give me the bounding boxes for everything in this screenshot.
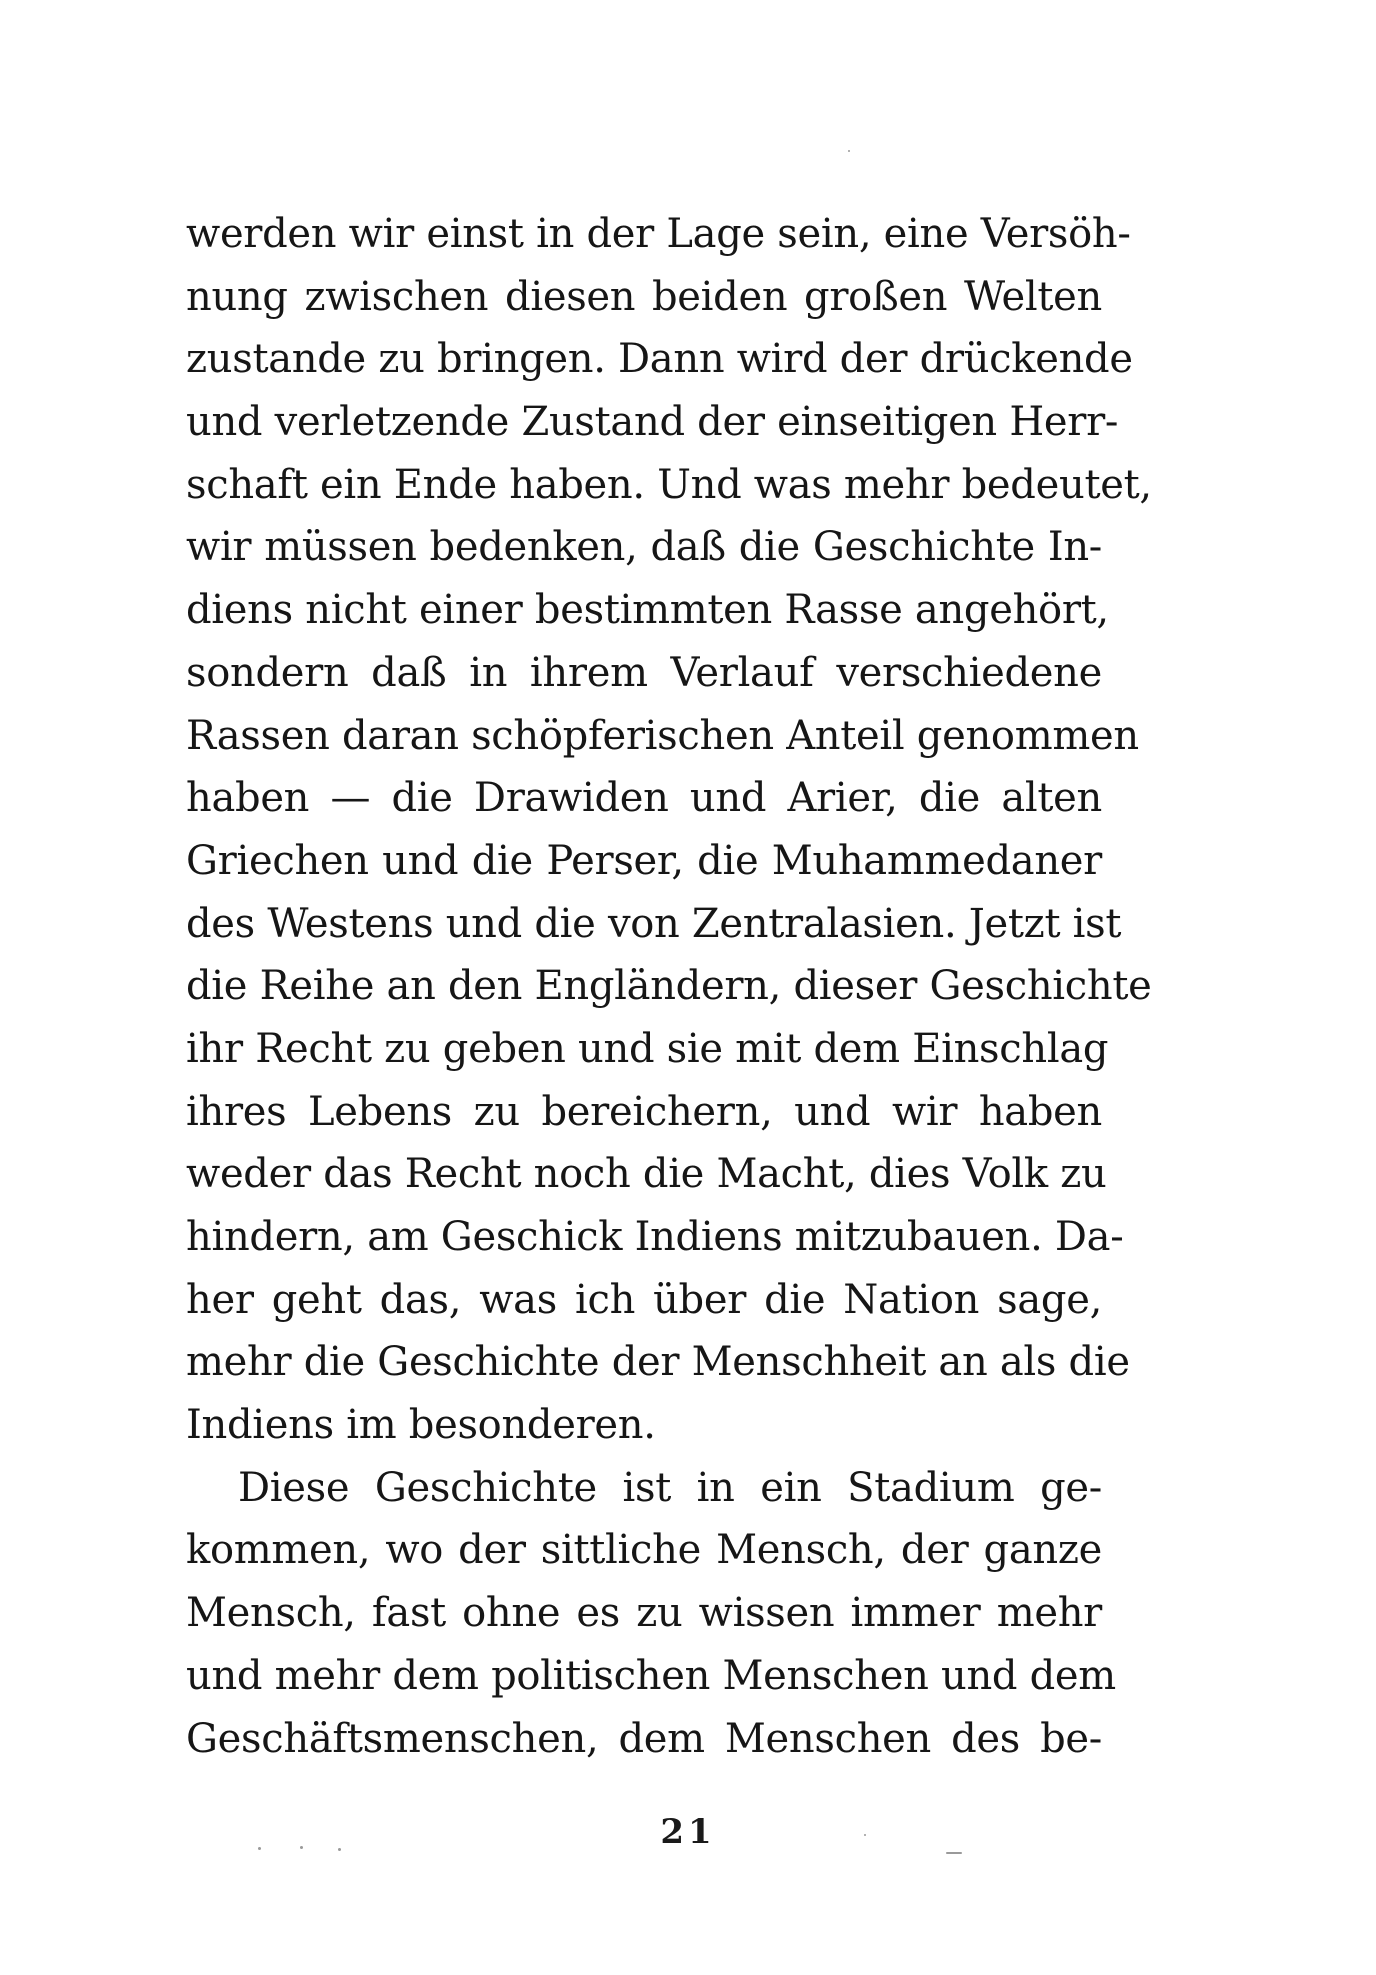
text-line: hindern, am Geschick Indiens mitzubauen. Da- [186,1214,1124,1260]
text-line: des Westens und die von Zentralasien. Jetzt ist [186,900,1122,947]
text-line: schaft ein Ende haben. Und was mehr bedeutet, [186,461,1152,508]
text-line: ihr Recht zu geben und sie mit dem Einschlag [186,1025,1109,1072]
body-text [186,203,1152,1770]
text-line: Griechen und die Perser, die Muhammedaner [186,837,1102,884]
text-line: Rassen daran schöpferischen Anteil genommen [186,712,1139,759]
text-line: diens nicht einer bestimmten Rasse angehört, [186,587,1109,634]
scan-speck [338,1848,341,1851]
text-line: Indiens im besonderen. [186,1402,656,1449]
paragraph [186,203,1152,1457]
text-line: sondern daß in ihrem Verlauf verschiedene [186,649,1102,696]
text-line: und verletzende Zustand der einseitigen Herr- [186,399,1119,446]
text-line: zustande zu bringen. Dann wird der drückende [186,336,1133,383]
page-number: 21 [660,1812,716,1852]
text-line: mehr die Geschichte der Menschheit an als die [186,1339,1130,1386]
text-line: kommen, wo der sittliche Mensch, der ganze [186,1527,1102,1574]
text-line: her geht das, was ich über die Nation sage, [186,1276,1102,1323]
text-line: die Reihe an den Engländern, dieser Geschichte [186,963,1152,1010]
scan-speck [300,1846,303,1849]
text-line: Geschäftsmenschen, dem Menschen des be- [186,1715,1102,1762]
text-line: haben — die Drawiden und Arier, die alten [186,775,1102,822]
paragraph [186,1457,1116,1770]
text-line: und mehr dem politischen Menschen und dem [186,1652,1116,1699]
scan-speck [946,1852,962,1854]
text-line: weder das Recht noch die Macht, dies Volk zu [186,1151,1107,1198]
text-line: werden wir einst in der Lage sein, eine Versöh- [186,211,1131,257]
text-line: wir müssen bedenken, daß die Geschichte In- [186,524,1102,571]
text-line: Mensch, fast ohne es zu wissen immer mehr [186,1590,1102,1637]
text-line: Diese Geschichte ist in ein Stadium ge- [238,1464,1102,1511]
scan-speck [258,1847,261,1850]
text-line: nung zwischen diesen beiden großen Welten [186,273,1102,320]
scan-speck [848,150,850,152]
scan-speck [864,1834,866,1836]
text-line: ihres Lebens zu bereichern, und wir haben [186,1088,1102,1135]
